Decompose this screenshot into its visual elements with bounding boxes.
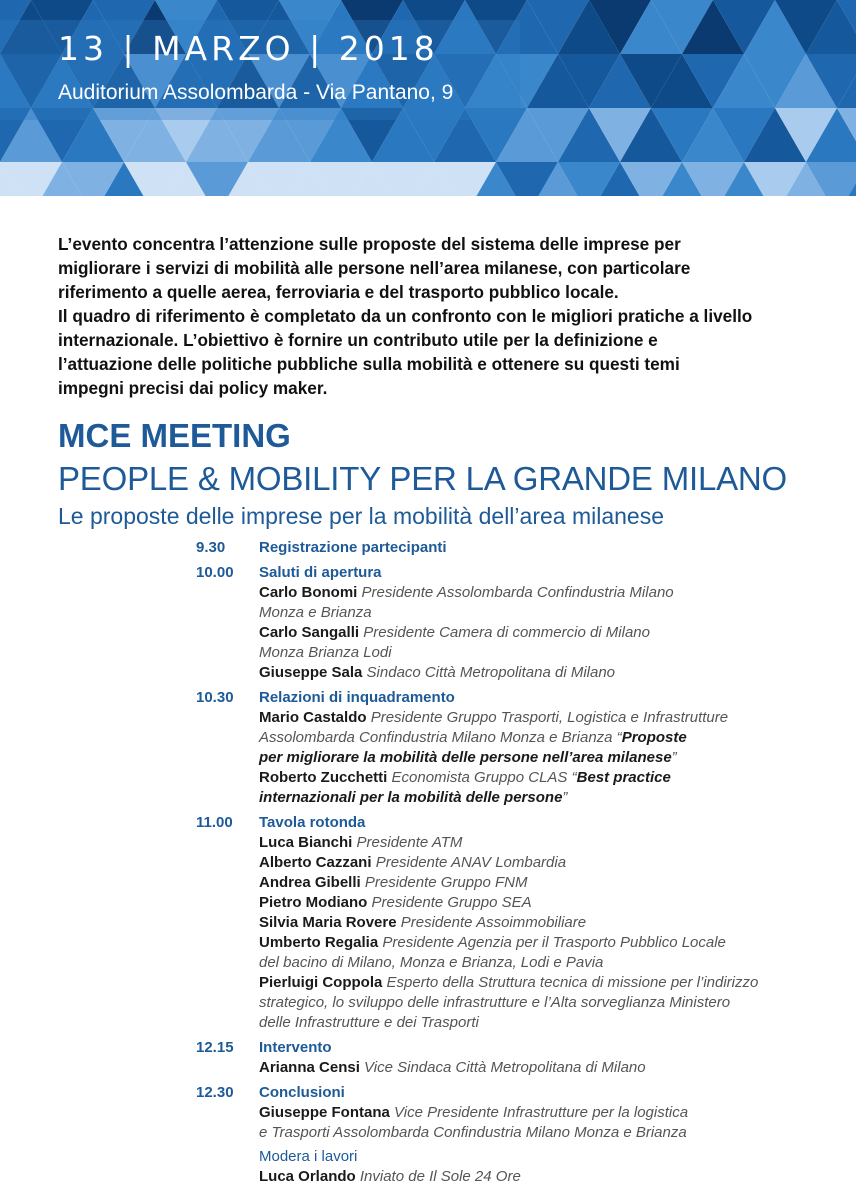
- header-bottom-edge: [0, 196, 856, 205]
- speaker-role: Assolombarda Confindustria Milano Monza e Brianza “: [259, 729, 622, 746]
- speaker-role: e Trasporti Assolombarda Confindustria Milano Monza e Brianza: [259, 1124, 687, 1141]
- speaker-line: [259, 913, 836, 933]
- speaker-line: [259, 708, 836, 728]
- session-title: Conclusioni: [259, 1084, 345, 1101]
- session-time: 11.00: [196, 814, 233, 831]
- speaker-line: [259, 973, 836, 993]
- speaker-role: Economista Gruppo CLAS “: [391, 769, 577, 786]
- speaker-role: strategico, lo sviluppo delle infrastrutture e l’Alta sorveglianza Ministero: [259, 994, 731, 1011]
- speaker-line: [259, 663, 836, 683]
- speaker-role: Presidente Gruppo SEA: [371, 894, 532, 911]
- session-time: 9.30: [196, 539, 226, 556]
- speaker-role: Presidente Gruppo FNM: [364, 874, 528, 891]
- agenda-list: [196, 538, 836, 1192]
- quote-mark: ”: [671, 749, 677, 766]
- speaker-role: Esperto della Struttura tecnica di missione per l’indirizzo: [386, 974, 759, 991]
- talk-title: Proposte: [621, 729, 687, 746]
- moderator-label: Modera i lavori: [259, 1148, 358, 1165]
- session-title: Saluti di apertura: [259, 564, 382, 581]
- speaker-role: Presidente Gruppo Trasporti, Logistica e Infrastrutture: [370, 709, 729, 726]
- session-time: 12.30: [196, 1084, 234, 1101]
- session-time: 12.15: [196, 1039, 234, 1056]
- speaker-role: del bacino di Milano, Monza e Brianza, Lodi e Pavia: [259, 954, 604, 971]
- session-title: Registrazione partecipanti: [259, 539, 447, 556]
- speaker-line: [259, 1123, 836, 1143]
- speaker-name: Silvia Maria Rovere: [259, 914, 397, 931]
- intro-line: migliorare i servizi di mobilità alle persone nell’area milanese, con particolare: [58, 258, 691, 278]
- speaker-line: [259, 993, 836, 1013]
- session-title: Relazioni di inquadramento: [259, 689, 455, 706]
- intro-line: Il quadro di riferimento è completato da un confronto con le migliori pratiche a livello: [58, 306, 753, 326]
- agenda-session: [196, 563, 836, 683]
- speaker-name: Carlo Sangalli: [259, 624, 360, 641]
- session-title: Tavola rotonda: [259, 814, 366, 831]
- intro-line: impegni precisi dai policy maker.: [58, 378, 328, 398]
- intro-line: L’evento concentra l’attenzione sulle proposte del sistema delle imprese per: [58, 234, 681, 254]
- agenda-session: [196, 813, 836, 1033]
- speaker-line: [259, 643, 836, 663]
- speaker-role: Vice Sindaca Città Metropolitana di Milano: [364, 1059, 646, 1076]
- speaker-line: [259, 1013, 836, 1033]
- speaker-name: Giuseppe Sala: [259, 664, 363, 681]
- session-title: Intervento: [259, 1039, 332, 1056]
- event-venue: Auditorium Assolombarda - Via Pantano, 9: [58, 81, 454, 104]
- speaker-line: [259, 1103, 836, 1123]
- speaker-line: [259, 853, 836, 873]
- speaker-line: [259, 833, 836, 853]
- speaker-role: Presidente Assoimmobiliare: [400, 914, 587, 931]
- speaker-line: [259, 788, 836, 808]
- agenda-session: [196, 1083, 836, 1187]
- speaker-name: Luca Orlando: [259, 1168, 356, 1185]
- speaker-line: [259, 748, 836, 768]
- speaker-role: Vice Presidente Infrastrutture per la logistica: [394, 1104, 689, 1121]
- speaker-name: Giuseppe Fontana: [259, 1104, 390, 1121]
- moderator-line: [259, 1167, 836, 1187]
- speaker-line: [259, 768, 836, 788]
- talk-title: internazionali per la mobilità delle persone: [259, 789, 563, 806]
- intro-paragraph: [58, 232, 828, 400]
- speaker-role: Presidente Agenzia per il Trasporto Pubblico Locale: [382, 934, 726, 951]
- intro-line: l’attuazione delle politiche pubbliche sulla mobilità e ottenere su questi temi: [58, 354, 680, 374]
- speaker-role: Sindaco Città Metropolitana di Milano: [366, 664, 616, 681]
- speaker-name: Arianna Censi: [259, 1059, 360, 1076]
- speaker-line: [259, 933, 836, 953]
- speaker-line: [259, 623, 836, 643]
- speaker-name: Alberto Cazzani: [259, 854, 372, 871]
- session-time: 10.30: [196, 689, 234, 706]
- intro-line: internazionale. L’obiettivo è fornire un contributo utile per la definizione e: [58, 330, 658, 350]
- speaker-role: Presidente ATM: [356, 834, 463, 851]
- event-date: 13 | MARZO | 2018: [58, 29, 439, 68]
- talk-title: per migliorare la mobilità delle persone nell’area milanese: [259, 749, 672, 766]
- agenda-session: [196, 538, 836, 558]
- event-subtitle: PEOPLE & MOBILITY PER LA GRANDE MILANO: [58, 460, 788, 497]
- event-title: MCE MEETING: [58, 417, 291, 454]
- speaker-line: [259, 893, 836, 913]
- speaker-name: Roberto Zucchetti: [259, 769, 388, 786]
- speaker-role: Presidente Camera di commercio di Milano: [363, 624, 650, 641]
- speaker-name: Luca Bianchi: [259, 834, 353, 851]
- speaker-line: [259, 873, 836, 893]
- intro-line: riferimento a quelle aerea, ferroviaria e del trasporto pubblico locale.: [58, 282, 619, 302]
- talk-title: Best practice: [576, 769, 671, 786]
- event-tagline: Le proposte delle imprese per la mobilità dell’area milanese: [58, 503, 664, 529]
- speaker-name: Pietro Modiano: [259, 894, 368, 911]
- speaker-line: [259, 1058, 836, 1078]
- speaker-name: Umberto Regalia: [259, 934, 379, 951]
- speaker-name: Pierluigi Coppola: [259, 974, 383, 991]
- speaker-line: [259, 583, 836, 603]
- speaker-name: Andrea Gibelli: [259, 874, 361, 891]
- speaker-line: [259, 953, 836, 973]
- speaker-line: [259, 603, 836, 623]
- quote-mark: ”: [562, 789, 568, 806]
- speaker-role: Monza Brianza Lodi: [259, 644, 392, 661]
- speaker-role: Presidente ANAV Lombardia: [375, 854, 567, 871]
- speaker-line: [259, 728, 836, 748]
- speaker-name: Mario Castaldo: [259, 709, 367, 726]
- speaker-role: Monza e Brianza: [259, 604, 372, 621]
- agenda-session: [196, 688, 836, 808]
- agenda-session: [196, 1038, 836, 1078]
- speaker-role: delle Infrastrutture e dei Trasporti: [259, 1014, 479, 1031]
- header-banner: [0, 0, 856, 205]
- speaker-name: Carlo Bonomi: [259, 584, 358, 601]
- speaker-role: Presidente Assolombarda Confindustria Milano: [361, 584, 674, 601]
- session-time: 10.00: [196, 564, 234, 581]
- speaker-role: Inviato de Il Sole 24 Ore: [359, 1168, 521, 1185]
